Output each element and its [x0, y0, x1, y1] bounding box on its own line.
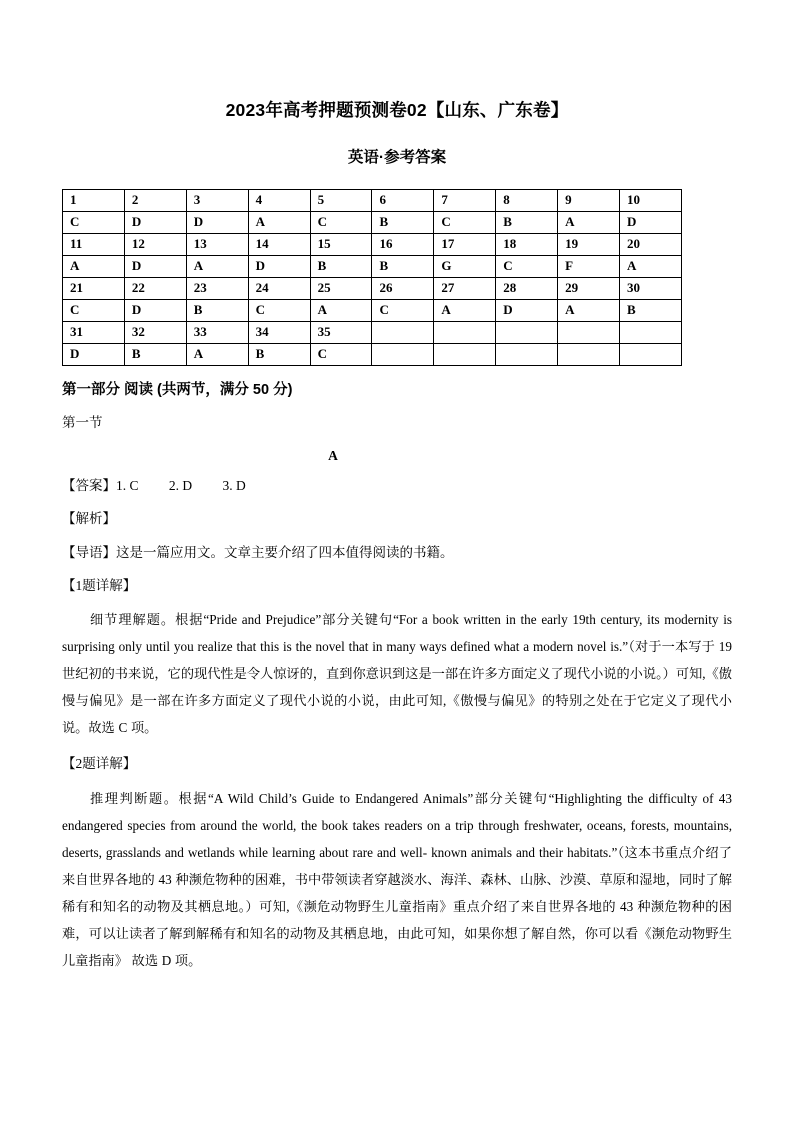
- table-cell: B: [124, 344, 186, 366]
- table-cell: 31: [63, 322, 125, 344]
- table-cell: 15: [310, 234, 372, 256]
- table-cell: 14: [248, 234, 310, 256]
- table-row: [63, 234, 682, 256]
- table-cell: D: [248, 256, 310, 278]
- part-one-heading: 第一部分 阅读 (共两节，满分 50 分): [62, 382, 293, 399]
- table-cell: C: [372, 300, 434, 322]
- table-cell: G: [434, 256, 496, 278]
- table-cell: D: [124, 256, 186, 278]
- table-cell: A: [558, 212, 620, 234]
- table-cell: [620, 322, 682, 344]
- table-cell: D: [124, 300, 186, 322]
- table-cell: B: [186, 300, 248, 322]
- table-cell: [496, 322, 558, 344]
- table-cell: 7: [434, 190, 496, 212]
- table-cell: B: [620, 300, 682, 322]
- table-cell: C: [248, 300, 310, 322]
- answer-key-table: [62, 189, 682, 366]
- table-cell: C: [63, 300, 125, 322]
- table-cell: D: [124, 212, 186, 234]
- question-2-heading: 【2题详解】: [62, 756, 137, 772]
- table-cell: C: [434, 212, 496, 234]
- table-cell: 29: [558, 278, 620, 300]
- answer-key-body: [63, 190, 682, 366]
- table-cell: 16: [372, 234, 434, 256]
- table-cell: B: [372, 256, 434, 278]
- table-cell: [434, 322, 496, 344]
- table-cell: 34: [248, 322, 310, 344]
- page-subtitle: 英语·参考答案: [347, 148, 447, 166]
- table-cell: 8: [496, 190, 558, 212]
- table-cell: D: [186, 212, 248, 234]
- table-row: [63, 212, 682, 234]
- table-cell: [620, 344, 682, 366]
- table-cell: [558, 322, 620, 344]
- table-cell: 10: [620, 190, 682, 212]
- table-cell: C: [496, 256, 558, 278]
- table-cell: 6: [372, 190, 434, 212]
- table-cell: B: [372, 212, 434, 234]
- table-cell: [372, 322, 434, 344]
- table-cell: 1: [63, 190, 125, 212]
- table-cell: B: [248, 344, 310, 366]
- page-title: 2023年高考押题预测卷02【山东、广东卷】: [225, 100, 569, 120]
- table-cell: F: [558, 256, 620, 278]
- table-cell: A: [434, 300, 496, 322]
- table-cell: 32: [124, 322, 186, 344]
- table-cell: 11: [63, 234, 125, 256]
- table-cell: C: [310, 212, 372, 234]
- table-row: [63, 190, 682, 212]
- table-cell: 22: [124, 278, 186, 300]
- table-row: [63, 256, 682, 278]
- table-cell: A: [620, 256, 682, 278]
- table-cell: A: [186, 256, 248, 278]
- table-cell: 28: [496, 278, 558, 300]
- analysis-label: 【解析】: [62, 511, 116, 527]
- passage-letter-a: A: [328, 448, 338, 464]
- table-cell: D: [496, 300, 558, 322]
- table-cell: C: [63, 212, 125, 234]
- table-cell: 19: [558, 234, 620, 256]
- answer-line: 【答案】1. C 2. D 3. D: [62, 478, 246, 494]
- table-cell: 2: [124, 190, 186, 212]
- table-cell: 13: [186, 234, 248, 256]
- table-cell: 25: [310, 278, 372, 300]
- table-cell: 20: [620, 234, 682, 256]
- table-row: [63, 278, 682, 300]
- table-cell: B: [496, 212, 558, 234]
- table-cell: 17: [434, 234, 496, 256]
- table-cell: 4: [248, 190, 310, 212]
- table-cell: B: [310, 256, 372, 278]
- question-1-heading: 【1题详解】: [62, 577, 137, 593]
- table-cell: 3: [186, 190, 248, 212]
- question-1-explanation: 细节理解题。根据“Pride and Prejudice”部分关键句“For a book written in the early 19th century, its modernity is surprising only until you realize that this is the novel that in many ways defined what a modern novel is.”（对于一本写于 19 世纪初的书来说，它的现代性是令人惊讶的，直到你意识到这是一部在许多方面定义了现代小说的小说。）可知,《傲慢与偏见》是一部在许多方面定义了现代小说的小说，由此可知,《傲慢与偏见》的特别之处在于它定义了现代小说。故选 C 项。: [62, 612, 732, 736]
- table-row: [63, 344, 682, 366]
- table-cell: 12: [124, 234, 186, 256]
- table-cell: 30: [620, 278, 682, 300]
- table-cell: 35: [310, 322, 372, 344]
- table-cell: [372, 344, 434, 366]
- table-cell: 26: [372, 278, 434, 300]
- table-cell: A: [186, 344, 248, 366]
- table-cell: A: [248, 212, 310, 234]
- table-cell: 9: [558, 190, 620, 212]
- table-cell: [558, 344, 620, 366]
- table-row: [63, 300, 682, 322]
- table-cell: A: [310, 300, 372, 322]
- question-2-explanation: 推理判断题。根据“A Wild Child’s Guide to Endangered Animals”部分关键句“Highlighting the difficulty of 43 endangered species from around the world, the book takes readers on a trip through freshwater, oceans, forests, mountains, deserts, grasslands and wetlands while learning about rare and well- known animals and their habitats.”（这本书重点介绍了来自世界各地的 43 种濒危物种的困难，书中带领读者穿越淡水、海洋、森林、山脉、沙漠、草原和湿地，同时了解稀有和知名的动物及其栖息地。）可知,《濒危动物野生儿童指南》重点介绍了来自世界各地的 43 种濒危物种的困难，可以让读者了解到解稀有和知名的动物及其栖息地，由此可知，如果你想了解自然，你可以看《濒危动物野生儿童指南》 故选 D 项。: [62, 790, 732, 969]
- table-cell: C: [310, 344, 372, 366]
- table-cell: [496, 344, 558, 366]
- table-cell: 33: [186, 322, 248, 344]
- table-row: [63, 322, 682, 344]
- guide-line: 【导语】这是一篇应用文。文章主要介绍了四本值得阅读的书籍。: [62, 544, 454, 560]
- table-cell: D: [63, 344, 125, 366]
- table-cell: 23: [186, 278, 248, 300]
- table-cell: [434, 344, 496, 366]
- table-cell: 27: [434, 278, 496, 300]
- table-cell: A: [63, 256, 125, 278]
- table-cell: 5: [310, 190, 372, 212]
- section-one-heading: 第一节: [62, 415, 103, 430]
- table-cell: 24: [248, 278, 310, 300]
- table-cell: 18: [496, 234, 558, 256]
- table-cell: D: [620, 212, 682, 234]
- table-cell: 21: [63, 278, 125, 300]
- table-cell: A: [558, 300, 620, 322]
